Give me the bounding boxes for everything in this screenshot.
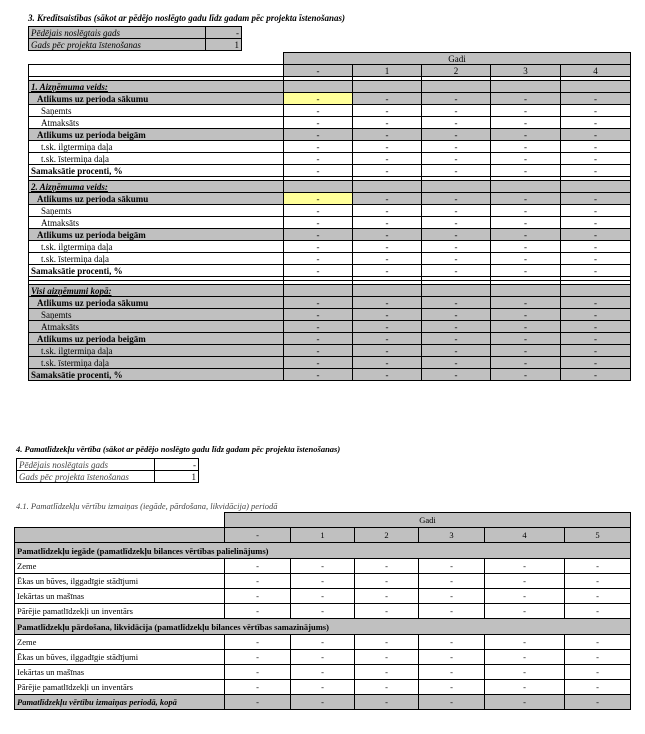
loan-value-cell[interactable]: - (353, 205, 422, 217)
loan-value-cell[interactable]: - (422, 165, 491, 177)
acquisition-value-cell[interactable]: - (291, 559, 355, 574)
disposal-value-cell[interactable]: - (419, 650, 485, 665)
loan-value-cell[interactable]: - (353, 229, 422, 241)
loan-value-cell[interactable]: - (422, 253, 491, 265)
loan-value-cell[interactable]: - (353, 129, 422, 141)
loan-row-label: Samaksātie procenti, % (29, 165, 284, 177)
acquisition-value-cell[interactable]: - (225, 604, 291, 619)
acquisition-value-cell[interactable]: - (419, 604, 485, 619)
header-label-blank (29, 65, 284, 77)
disposal-value-cell[interactable]: - (565, 680, 631, 695)
loan-row-label: t.sk. īstermiņa daļa (29, 357, 284, 369)
loan-value-cell[interactable]: - (284, 141, 353, 153)
loan-value-cell[interactable]: - (561, 205, 631, 217)
loan-value-cell[interactable]: - (422, 229, 491, 241)
disposal-value-cell[interactable]: - (291, 680, 355, 695)
loan-value-cell[interactable]: - (353, 93, 422, 105)
loan-row-label: Saņemts (29, 205, 284, 217)
loan-value-cell[interactable]: - (422, 297, 491, 309)
loan-value-cell[interactable]: - (284, 241, 353, 253)
acquisition-value-cell[interactable]: - (485, 559, 565, 574)
loan-value-cell[interactable]: - (422, 141, 491, 153)
acquisition-value-cell[interactable]: - (419, 589, 485, 604)
loan-value-cell[interactable]: - (561, 357, 631, 369)
acquisition-value-cell[interactable]: - (225, 559, 291, 574)
acquisition-value-cell[interactable]: - (225, 589, 291, 604)
disposal-row-label: Iekārtas un mašīnas (15, 665, 225, 680)
loan-row-label: t.sk. īstermiņa daļa (29, 253, 284, 265)
loan-value-cell[interactable]: - (353, 297, 422, 309)
fixed-assets-table (14, 512, 631, 710)
block-title-filler (561, 181, 631, 193)
loan-value-cell[interactable]: - (491, 253, 561, 265)
acquisition-row-label: Zeme (15, 559, 225, 574)
acquisition-value-cell[interactable]: - (565, 559, 631, 574)
block-title-filler (422, 285, 491, 297)
acquisition-value-cell[interactable]: - (291, 574, 355, 589)
fixed-assets-total-value: - (485, 695, 565, 710)
disposal-value-cell[interactable]: - (485, 665, 565, 680)
block-title-filler (491, 285, 561, 297)
loan-row-label: Samaksātie procenti, % (29, 265, 284, 277)
section3-info-table (28, 26, 242, 51)
year-column-header: 3 (491, 65, 561, 77)
loan-value-cell[interactable]: - (491, 165, 561, 177)
loan-value-cell[interactable]: - (353, 265, 422, 277)
disposal-value-cell[interactable]: - (355, 665, 419, 680)
disposal-value-cell[interactable]: - (225, 650, 291, 665)
disposal-value-cell[interactable]: - (565, 665, 631, 680)
loan-value-cell[interactable]: - (422, 117, 491, 129)
loan-value-cell[interactable]: - (284, 357, 353, 369)
loan-row-label: Atmaksāts (29, 217, 284, 229)
loan-block-title: 1. Aizņēmuma veids: (29, 81, 284, 93)
loan-value-cell[interactable]: - (561, 229, 631, 241)
s4-year-column-header: 2 (355, 528, 419, 543)
s4-last-closed-year-label: Pēdējais noslēgtais gads (17, 459, 155, 471)
block-title-filler (491, 81, 561, 93)
loan-value-cell[interactable]: - (491, 265, 561, 277)
loan-value-cell[interactable]: - (561, 309, 631, 321)
loan-value-cell[interactable]: - (561, 321, 631, 333)
loan-value-cell[interactable]: - (491, 93, 561, 105)
acquisition-value-cell[interactable]: - (291, 604, 355, 619)
loan-value-cell[interactable]: - (353, 217, 422, 229)
block-title-filler (284, 81, 353, 93)
disposal-value-cell[interactable]: - (291, 650, 355, 665)
acquisition-value-cell[interactable]: - (485, 604, 565, 619)
loan-value-cell[interactable]: - (284, 253, 353, 265)
acquisition-row-label: Pārējie pamatlīdzekļi un inventārs (15, 604, 225, 619)
acquisition-value-cell[interactable]: - (419, 574, 485, 589)
fixed-assets-total-value: - (565, 695, 631, 710)
credit-obligations-table (28, 52, 631, 381)
block-title-filler (422, 181, 491, 193)
loan-value-cell[interactable]: - (284, 217, 353, 229)
loan-value-cell[interactable]: - (491, 205, 561, 217)
disposal-value-cell[interactable]: - (225, 680, 291, 695)
loan-value-cell[interactable]: - (561, 297, 631, 309)
loan-row-label: Atlikums uz perioda beigām (29, 129, 284, 141)
loan-row-label: t.sk. ilgtermiņa daļa (29, 345, 284, 357)
acquisition-value-cell[interactable]: - (485, 574, 565, 589)
disposal-value-cell[interactable]: - (291, 635, 355, 650)
loan-row-label: t.sk. ilgtermiņa daļa (29, 141, 284, 153)
loan-value-cell[interactable]: - (353, 153, 422, 165)
loan-row-label: Saņemts (29, 309, 284, 321)
s4-year-column-header: - (225, 528, 291, 543)
loan-value-cell[interactable]: - (284, 193, 353, 205)
loan-value-cell[interactable]: - (353, 357, 422, 369)
loan-value-cell[interactable]: - (561, 369, 631, 381)
disposal-row-label: Zeme (15, 635, 225, 650)
fixed-assets-total-value: - (355, 695, 419, 710)
fixed-assets-total-value: - (225, 695, 291, 710)
loan-value-cell[interactable]: - (284, 105, 353, 117)
loan-value-cell[interactable]: - (422, 369, 491, 381)
loan-value-cell[interactable]: - (353, 309, 422, 321)
last-closed-year-label: Pēdējais noslēgtais gads (29, 27, 206, 39)
loan-value-cell[interactable]: - (284, 369, 353, 381)
section4-info-table (16, 458, 199, 483)
block-title-filler (353, 81, 422, 93)
loan-value-cell[interactable]: - (353, 141, 422, 153)
loan-value-cell[interactable]: - (561, 193, 631, 205)
loan-value-cell[interactable]: - (422, 93, 491, 105)
loan-value-cell[interactable]: - (284, 129, 353, 141)
loan-value-cell[interactable]: - (491, 229, 561, 241)
loan-row-label: Saņemts (29, 105, 284, 117)
block-title-filler (561, 285, 631, 297)
disposal-row-label: Ēkas un būves, ilggadīgie stādījumi (15, 650, 225, 665)
disposal-value-cell[interactable]: - (291, 665, 355, 680)
loan-row-label: Atmaksāts (29, 117, 284, 129)
loan-value-cell[interactable]: - (561, 217, 631, 229)
loan-value-cell[interactable]: - (491, 129, 561, 141)
acquisition-value-cell[interactable]: - (565, 604, 631, 619)
loan-value-cell[interactable]: - (491, 357, 561, 369)
acquisition-value-cell[interactable]: - (565, 589, 631, 604)
loan-value-cell[interactable]: - (491, 369, 561, 381)
disposal-value-cell[interactable]: - (355, 650, 419, 665)
loan-value-cell[interactable]: - (422, 193, 491, 205)
loan-value-cell[interactable]: - (491, 105, 561, 117)
acquisition-value-cell[interactable]: - (485, 589, 565, 604)
loan-row-label: t.sk. ilgtermiņa daļa (29, 241, 284, 253)
s4-year-column-header: 3 (419, 528, 485, 543)
loan-value-cell[interactable]: - (561, 333, 631, 345)
s4-last-closed-year-value[interactable]: - (155, 459, 199, 471)
loan-value-cell[interactable]: - (491, 117, 561, 129)
acquisition-value-cell[interactable]: - (355, 559, 419, 574)
loan-value-cell[interactable]: - (561, 105, 631, 117)
loan-value-cell[interactable]: - (353, 105, 422, 117)
loan-row-label: Atlikums uz perioda sākumu (29, 93, 284, 105)
loan-value-cell[interactable]: - (561, 153, 631, 165)
loan-value-cell[interactable]: - (353, 117, 422, 129)
loan-row-label: Atlikums uz perioda sākumu (29, 297, 284, 309)
loan-row-label: Atlikums uz perioda beigām (29, 333, 284, 345)
loan-row-label: t.sk. īstermiņa daļa (29, 153, 284, 165)
block-title-filler (284, 181, 353, 193)
header-blank (29, 53, 284, 65)
s4-year-column-header: 1 (291, 528, 355, 543)
s4-years-header: Gadi (225, 513, 631, 528)
loan-value-cell[interactable]: - (353, 253, 422, 265)
years-header: Gadi (284, 53, 631, 65)
loan-value-cell[interactable]: - (353, 333, 422, 345)
loan-value-cell[interactable]: - (353, 369, 422, 381)
acquisition-value-cell[interactable]: - (419, 559, 485, 574)
fixed-assets-total-value: - (419, 695, 485, 710)
block-title-filler (561, 81, 631, 93)
acquisition-value-cell[interactable]: - (565, 574, 631, 589)
loan-value-cell[interactable]: - (561, 129, 631, 141)
loan-value-cell[interactable]: - (422, 309, 491, 321)
block-title-filler (353, 181, 422, 193)
acquisition-row-label: Ēkas un būves, ilggadīgie stādījumi (15, 574, 225, 589)
year-column-header: 2 (422, 65, 491, 77)
block-title-filler (284, 285, 353, 297)
loan-value-cell[interactable]: - (284, 265, 353, 277)
loan-block-title: Visi aizņēmumi kopā: (29, 285, 284, 297)
s4-year-column-header: 5 (565, 528, 631, 543)
disposal-title: Pamatlīdzekļu pārdošana, likvidācija (pamatlīdzekļu bilances vērtības samazinājums) (15, 619, 631, 635)
loan-value-cell[interactable]: - (284, 297, 353, 309)
disposal-value-cell[interactable]: - (355, 635, 419, 650)
s4-header-blank (15, 513, 225, 528)
acquisition-value-cell[interactable]: - (291, 589, 355, 604)
loan-row-label: Samaksātie procenti, % (29, 369, 284, 381)
fixed-assets-total-value: - (291, 695, 355, 710)
disposal-value-cell[interactable]: - (485, 650, 565, 665)
acquisition-value-cell[interactable]: - (225, 574, 291, 589)
s4-header-label-blank (15, 528, 225, 543)
section4-title: 4. Pamatlīdzekļu vērtība (sākot ar pēdējo noslēgto gadu līdz gadam pēc projekta īstenošanas) (16, 444, 341, 454)
loan-value-cell[interactable]: - (284, 117, 353, 129)
loan-value-cell[interactable]: - (491, 309, 561, 321)
loan-value-cell[interactable]: - (422, 333, 491, 345)
loan-value-cell[interactable]: - (561, 165, 631, 177)
loan-value-cell[interactable]: - (422, 321, 491, 333)
year-column-header: 4 (561, 65, 631, 77)
loan-value-cell[interactable]: - (422, 345, 491, 357)
loan-value-cell[interactable]: - (491, 241, 561, 253)
acquisition-row-label: Iekārtas un mašīnas (15, 589, 225, 604)
loan-row-label: Atlikums uz perioda sākumu (29, 193, 284, 205)
s4-year-after-project-label: Gads pēc projekta īstenošanas (17, 471, 155, 483)
loan-value-cell[interactable]: - (353, 321, 422, 333)
acquisition-value-cell[interactable]: - (355, 589, 419, 604)
disposal-value-cell[interactable]: - (565, 650, 631, 665)
block-title-filler (491, 181, 561, 193)
disposal-value-cell[interactable]: - (355, 680, 419, 695)
loan-value-cell[interactable]: - (353, 165, 422, 177)
s4-year-after-project-value[interactable]: 1 (155, 471, 199, 483)
block-title-filler (353, 285, 422, 297)
loan-value-cell[interactable]: - (561, 93, 631, 105)
acquisition-value-cell[interactable]: - (355, 604, 419, 619)
disposal-value-cell[interactable]: - (225, 665, 291, 680)
disposal-value-cell[interactable]: - (565, 635, 631, 650)
fixed-assets-total-label: Pamatlīdzekļu vērtību izmaiņas periodā, kopā (15, 695, 225, 710)
loan-value-cell[interactable]: - (353, 193, 422, 205)
loan-value-cell[interactable]: - (491, 193, 561, 205)
year-column-header: - (284, 65, 353, 77)
loan-value-cell[interactable]: - (561, 241, 631, 253)
loan-value-cell[interactable]: - (284, 321, 353, 333)
section4-subtitle: 4.1. Pamatlīdzekļu vērtību izmaiņas (iegāde, pārdošana, likvidācija) periodā (16, 501, 278, 511)
loan-value-cell[interactable]: - (491, 297, 561, 309)
loan-row-label: Atlikums uz perioda beigām (29, 229, 284, 241)
loan-value-cell[interactable]: - (284, 205, 353, 217)
loan-value-cell[interactable]: - (353, 241, 422, 253)
loan-value-cell[interactable]: - (422, 205, 491, 217)
loan-value-cell[interactable]: - (422, 217, 491, 229)
loan-value-cell[interactable]: - (491, 321, 561, 333)
year-column-header: 1 (353, 65, 422, 77)
loan-value-cell[interactable]: - (561, 265, 631, 277)
loan-value-cell[interactable]: - (422, 357, 491, 369)
loan-value-cell[interactable]: - (284, 345, 353, 357)
acquisition-value-cell[interactable]: - (355, 574, 419, 589)
loan-value-cell[interactable]: - (284, 153, 353, 165)
loan-block-title: 2. Aizņēmuma veids: (29, 181, 284, 193)
disposal-value-cell[interactable]: - (419, 680, 485, 695)
loan-value-cell[interactable]: - (491, 153, 561, 165)
loan-value-cell[interactable]: - (491, 141, 561, 153)
section3-title: 3. Kredītsaistības (sākot ar pēdējo noslēgto gadu līdz gadam pēc projekta īstenošanas) (28, 13, 346, 23)
year-after-project-value[interactable]: 1 (206, 39, 242, 51)
loan-value-cell[interactable]: - (353, 345, 422, 357)
s4-year-column-header: 4 (485, 528, 565, 543)
block-title-filler (422, 81, 491, 93)
loan-value-cell[interactable]: - (284, 333, 353, 345)
loan-row-label: Atmaksāts (29, 321, 284, 333)
disposal-value-cell[interactable]: - (485, 680, 565, 695)
loan-value-cell[interactable]: - (561, 253, 631, 265)
disposal-value-cell[interactable]: - (485, 635, 565, 650)
loan-value-cell[interactable]: - (422, 105, 491, 117)
disposal-value-cell[interactable]: - (225, 635, 291, 650)
loan-value-cell[interactable]: - (284, 93, 353, 105)
disposal-value-cell[interactable]: - (419, 635, 485, 650)
last-closed-year-value[interactable]: - (206, 27, 242, 39)
acquisition-title: Pamatlīdzekļu iegāde (pamatlīdzekļu bilances vērtības palielinājums) (15, 543, 631, 559)
loan-value-cell[interactable]: - (284, 309, 353, 321)
loan-value-cell[interactable]: - (561, 117, 631, 129)
loan-value-cell[interactable]: - (422, 265, 491, 277)
loan-value-cell[interactable]: - (561, 345, 631, 357)
loan-value-cell[interactable]: - (422, 241, 491, 253)
loan-value-cell[interactable]: - (284, 165, 353, 177)
year-after-project-label: Gads pēc projekta īstenošanas (29, 39, 206, 51)
loan-value-cell[interactable]: - (491, 345, 561, 357)
loan-value-cell[interactable]: - (422, 153, 491, 165)
disposal-value-cell[interactable]: - (419, 665, 485, 680)
loan-value-cell[interactable]: - (422, 129, 491, 141)
loan-value-cell[interactable]: - (284, 229, 353, 241)
disposal-row-label: Pārējie pamatlīdzekļi un inventārs (15, 680, 225, 695)
loan-value-cell[interactable]: - (561, 141, 631, 153)
loan-value-cell[interactable]: - (491, 333, 561, 345)
loan-value-cell[interactable]: - (491, 217, 561, 229)
